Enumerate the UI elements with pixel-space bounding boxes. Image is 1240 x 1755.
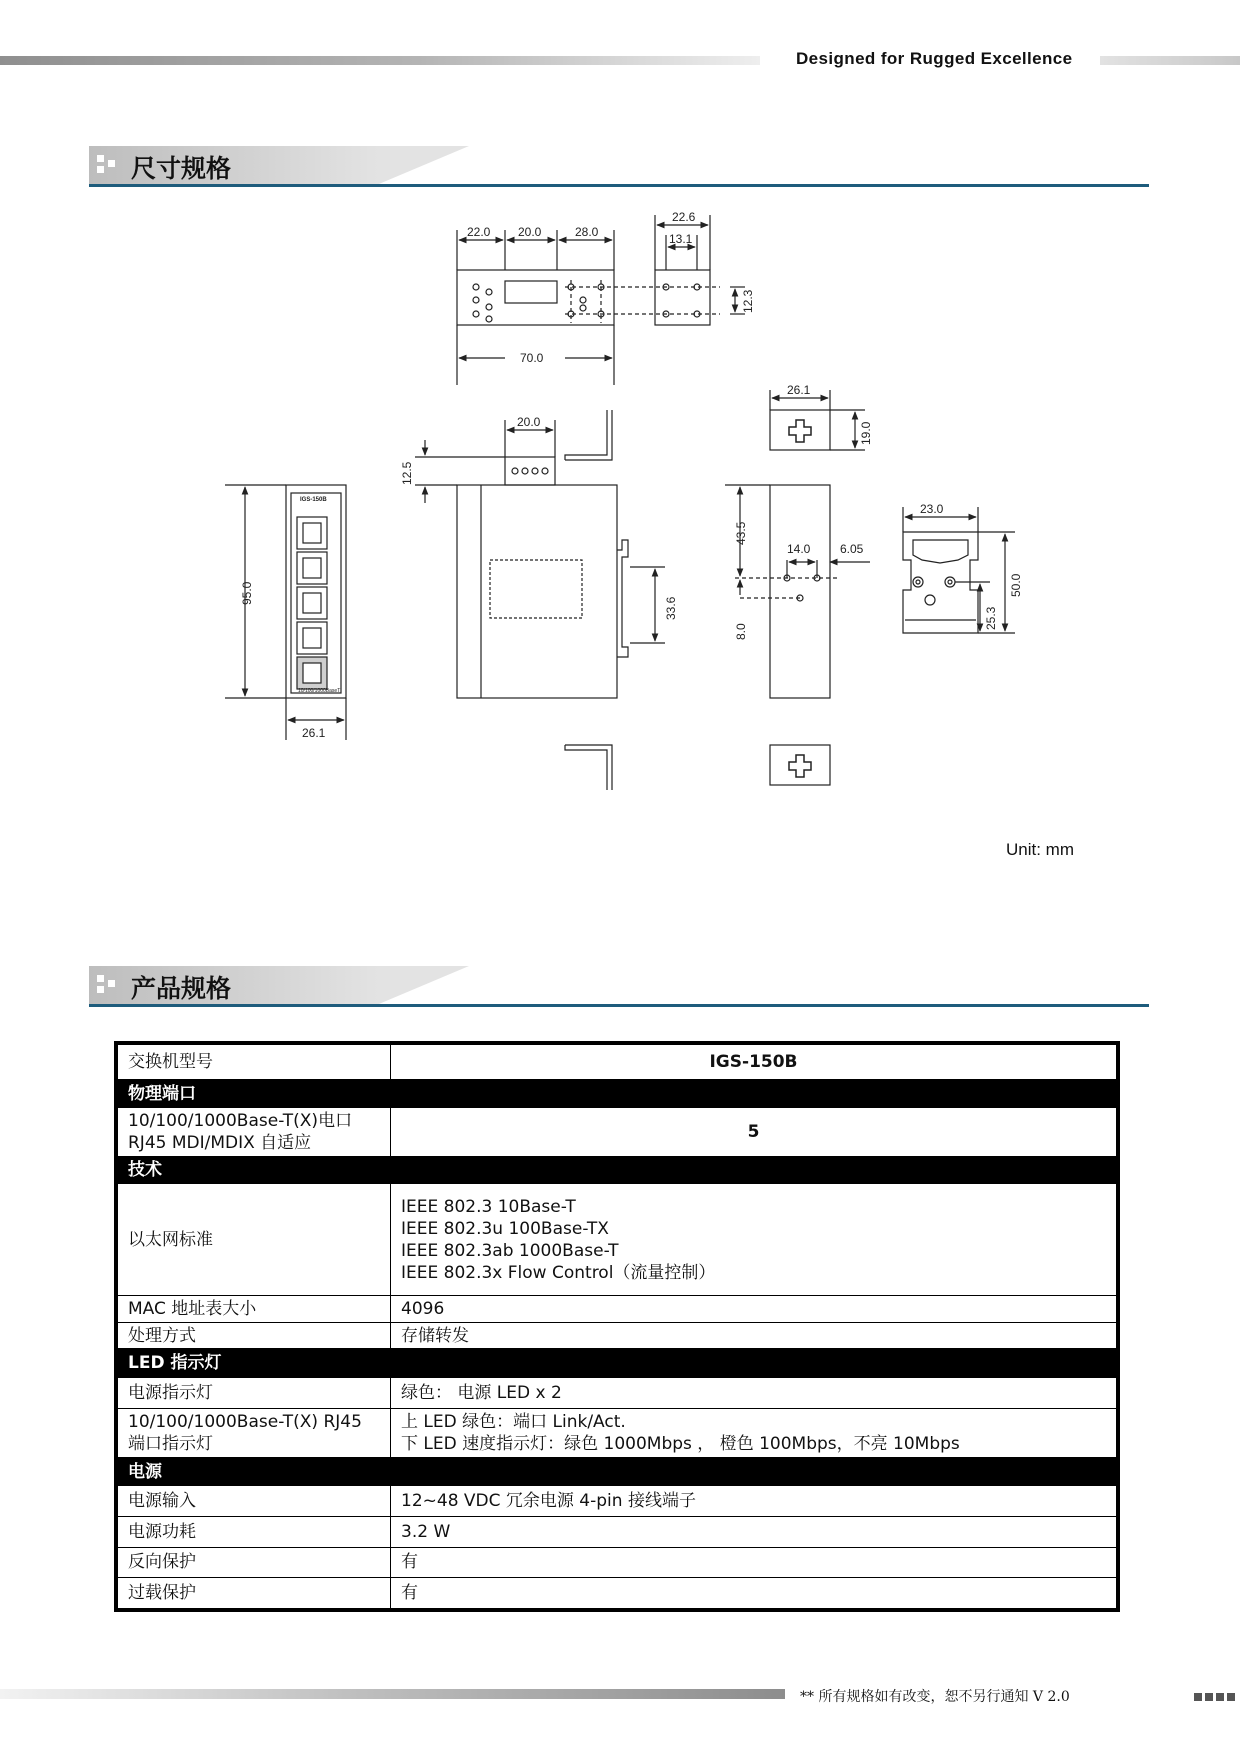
dim-19-0: 19.0 [859,421,873,445]
dim-22-6: 22.6 [672,210,696,224]
dim-13-1: 13.1 [669,232,693,246]
top-view [457,230,720,385]
mac-label: MAC 地址表大小 [118,1296,391,1323]
eth-label: 以太网标准 [118,1183,391,1295]
dim-26-1-front: 26.1 [302,726,326,740]
section-label: 物理端口 [118,1079,391,1108]
section-title: 产品规格 [131,974,232,1003]
unit-label: Unit: mm [1006,840,1074,859]
table-row [118,1296,1117,1323]
table-row [118,1378,1117,1409]
table-row [118,1183,1117,1295]
dim-12-3: 12.3 [741,289,755,313]
din-clip-view [903,507,1015,633]
ports-label: 10/100/1000Base-T(X)电口 RJ45 MDI/MDIX 自适应 [118,1108,391,1157]
dim-33-6: 33.6 [664,596,678,620]
rev-label: 反向保护 [118,1547,391,1578]
section-label: 技术 [118,1157,391,1184]
dim-95-0: 95.0 [240,581,254,605]
model-header: 交换机型号 [118,1045,391,1080]
eth-value: IEEE 802.3 10Base-T IEEE 802.3u 100Base-TX IEEE 802.3ab 1000Base-T IEEE 802.3x Flow Control（流量控制） [391,1183,1117,1295]
dim-25-3: 25.3 [984,606,998,630]
ports-value: 5 [391,1108,1117,1157]
pcons-label: 电源功耗 [118,1516,391,1547]
table-row [118,1108,1117,1157]
pin-label: 电源输入 [118,1486,391,1517]
table-row [118,1516,1117,1547]
dim-28-0: 28.0 [575,225,599,239]
section-bullet-icon [97,975,117,995]
section-label: LED 指示灯 [118,1349,391,1378]
pwr-led-label: 电源指示灯 [118,1378,391,1409]
table-row [118,1486,1117,1517]
footer-note: ** 所有规格如有改变，恕不另行通知 V 2.0 [800,1689,1070,1705]
footer-band [0,1689,785,1699]
footer-squares-icon [1194,1688,1238,1706]
section-row-tech [118,1157,1117,1184]
section-header-dimensions [89,146,1149,188]
table-row [118,1578,1117,1609]
dim-6-05: 6.05 [840,542,864,556]
dim-22-0: 22.0 [467,225,491,239]
ovl-label: 过载保护 [118,1578,391,1609]
dim-12-5: 12.5 [400,461,414,485]
model-value: IGS-150B [391,1045,1117,1080]
dimension-drawing [0,195,1240,815]
section-label: 电源 [118,1457,391,1486]
port-led-value: 上 LED 绿色：端口 Link/Act. 下 LED 速度指示灯：绿色 1000Mbps ， 橙色 100Mbps，不亮 10Mbps [391,1408,1117,1457]
pcons-value: 3.2 W [391,1516,1117,1547]
section-header-specs [89,966,1149,1008]
dim-20-0-top: 20.0 [518,225,542,239]
header-band [0,56,760,65]
rev-value: 有 [391,1547,1117,1578]
pin-value: 12~48 VDC 冗余电源 4-pin 接线端子 [391,1486,1117,1517]
ovl-value: 有 [391,1578,1117,1609]
tagline: Designed for Rugged Excellence [796,49,1073,68]
dim-26-1-rear: 26.1 [787,383,811,397]
front-model-label: IGS-150B [300,497,327,503]
mac-value: 4096 [391,1296,1117,1323]
table-row [118,1322,1117,1349]
proc-label: 处理方式 [118,1322,391,1349]
section-row-power [118,1457,1117,1486]
dim-8-0: 8.0 [734,623,748,640]
proc-value: 存储转发 [391,1322,1117,1349]
table-row [118,1408,1117,1457]
section-row-led [118,1349,1117,1378]
dim-70-0: 70.0 [520,351,544,365]
section-bullet-icon [97,155,117,175]
rear-view [725,390,870,785]
front-view [225,485,346,740]
dim-43-5: 43.5 [734,521,748,545]
spec-table [114,1041,1120,1612]
dim-50-0: 50.0 [1009,573,1023,597]
table-row [118,1045,1117,1080]
side-view [415,410,665,790]
section-row-ports [118,1079,1117,1108]
dim-14-0: 14.0 [787,542,811,556]
section-title: 尺寸规格 [131,154,232,183]
dim-23-0: 23.0 [920,502,944,516]
port-led-label: 10/100/1000Base-T(X) RJ45 端口指示灯 [118,1408,391,1457]
front-port-label: 10/100/1000BaseT [298,688,341,694]
pwr-led-value: 绿色： 电源 LED x 2 [391,1378,1117,1409]
header-band-right [1100,56,1240,65]
table-row [118,1547,1117,1578]
dim-20-0-side: 20.0 [517,415,541,429]
